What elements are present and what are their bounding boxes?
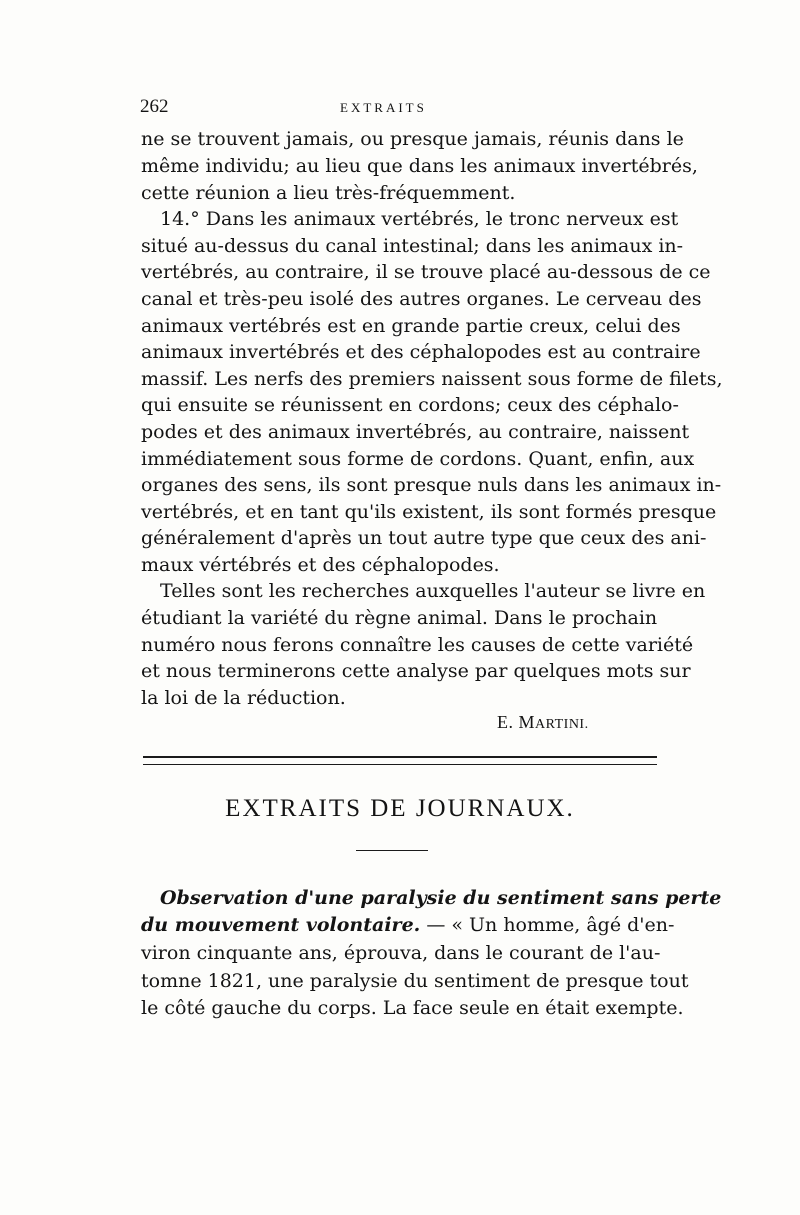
text-line: même individu; au lieu que dans les animaux invertébrés, <box>141 155 698 177</box>
section-title: EXTRAITS DE JOURNAUX. <box>225 795 575 822</box>
text-line: ne se trouvent jamais, ou presque jamais, réunis dans le <box>141 128 684 150</box>
text-line: qui ensuite se réunissent en cordons; ceux des céphalo- <box>141 394 679 416</box>
text-line: le côté gauche du corps. La face seule en était exempte. <box>141 997 684 1019</box>
text-line: étudiant la variété du règne animal. Dans le prochain <box>141 607 658 629</box>
author-signature <box>497 712 589 733</box>
text-line: animaux invertébrés et des céphalopodes est au contraire <box>141 341 701 363</box>
observation-title: Observation d'une paralysie du sentiment sans perte <box>160 887 722 909</box>
text-line: vertébrés, et en tant qu'ils existent, ils sont formés presque <box>141 501 717 523</box>
page-number: 262 <box>140 96 169 117</box>
text-line: 14.° Dans les animaux vertébrés, le tronc nerveux est <box>160 208 679 230</box>
text-line: canal et très-peu isolé des autres organes. Le cerveau des <box>141 288 702 310</box>
text-line: la loi de la réduction. <box>141 687 346 709</box>
page-header <box>140 96 656 120</box>
text-line: généralement d'après un tout autre type que ceux des ani- <box>141 527 707 549</box>
text-line: maux vértébrés et des céphalopodes. <box>141 554 500 576</box>
text-line: immédiatement sous forme de cordons. Quant, enfin, aux <box>141 448 695 470</box>
text-line: animaux vertébrés est en grande partie creux, celui des <box>141 315 681 337</box>
text-line: organes des sens, ils sont presque nuls dans les animaux in- <box>141 474 722 496</box>
text-line: Telles sont les recherches auxquelles l'auteur se livre en <box>160 580 706 602</box>
title-rule <box>356 850 428 851</box>
text-line: et nous terminerons cette analyse par quelques mots sur <box>141 660 691 682</box>
text-line: massif. Les nerfs des premiers naissent sous forme de filets, <box>141 368 723 390</box>
observation-title-end: du mouvement volontaire. <box>141 914 421 936</box>
signature-initial: E. M <box>497 712 535 732</box>
observation-text-start: — « Un homme, âgé d'en- <box>420 914 675 936</box>
text-line: numéro nous ferons connaître les causes de cette variété <box>141 634 694 656</box>
signature-small-caps: ARTINI. <box>535 717 589 732</box>
section-divider <box>143 756 657 765</box>
text-line: situé au-dessus du canal intestinal; dans les animaux in- <box>141 235 684 257</box>
text-line: viron cinquante ans, éprouva, dans le courant de l'au- <box>141 942 661 964</box>
text-line: tomne 1821, une paralysie du sentiment de presque tout <box>141 970 689 992</box>
text-line: vertébrés, au contraire, il se trouve placé au-dessous de ce <box>141 261 711 283</box>
text-line: podes et des animaux invertébrés, au contraire, naissent <box>141 421 690 443</box>
text-line: cette réunion a lieu très-fréquemment. <box>141 182 516 204</box>
running-head: EXTRAITS <box>340 100 427 115</box>
text-line <box>141 912 675 939</box>
